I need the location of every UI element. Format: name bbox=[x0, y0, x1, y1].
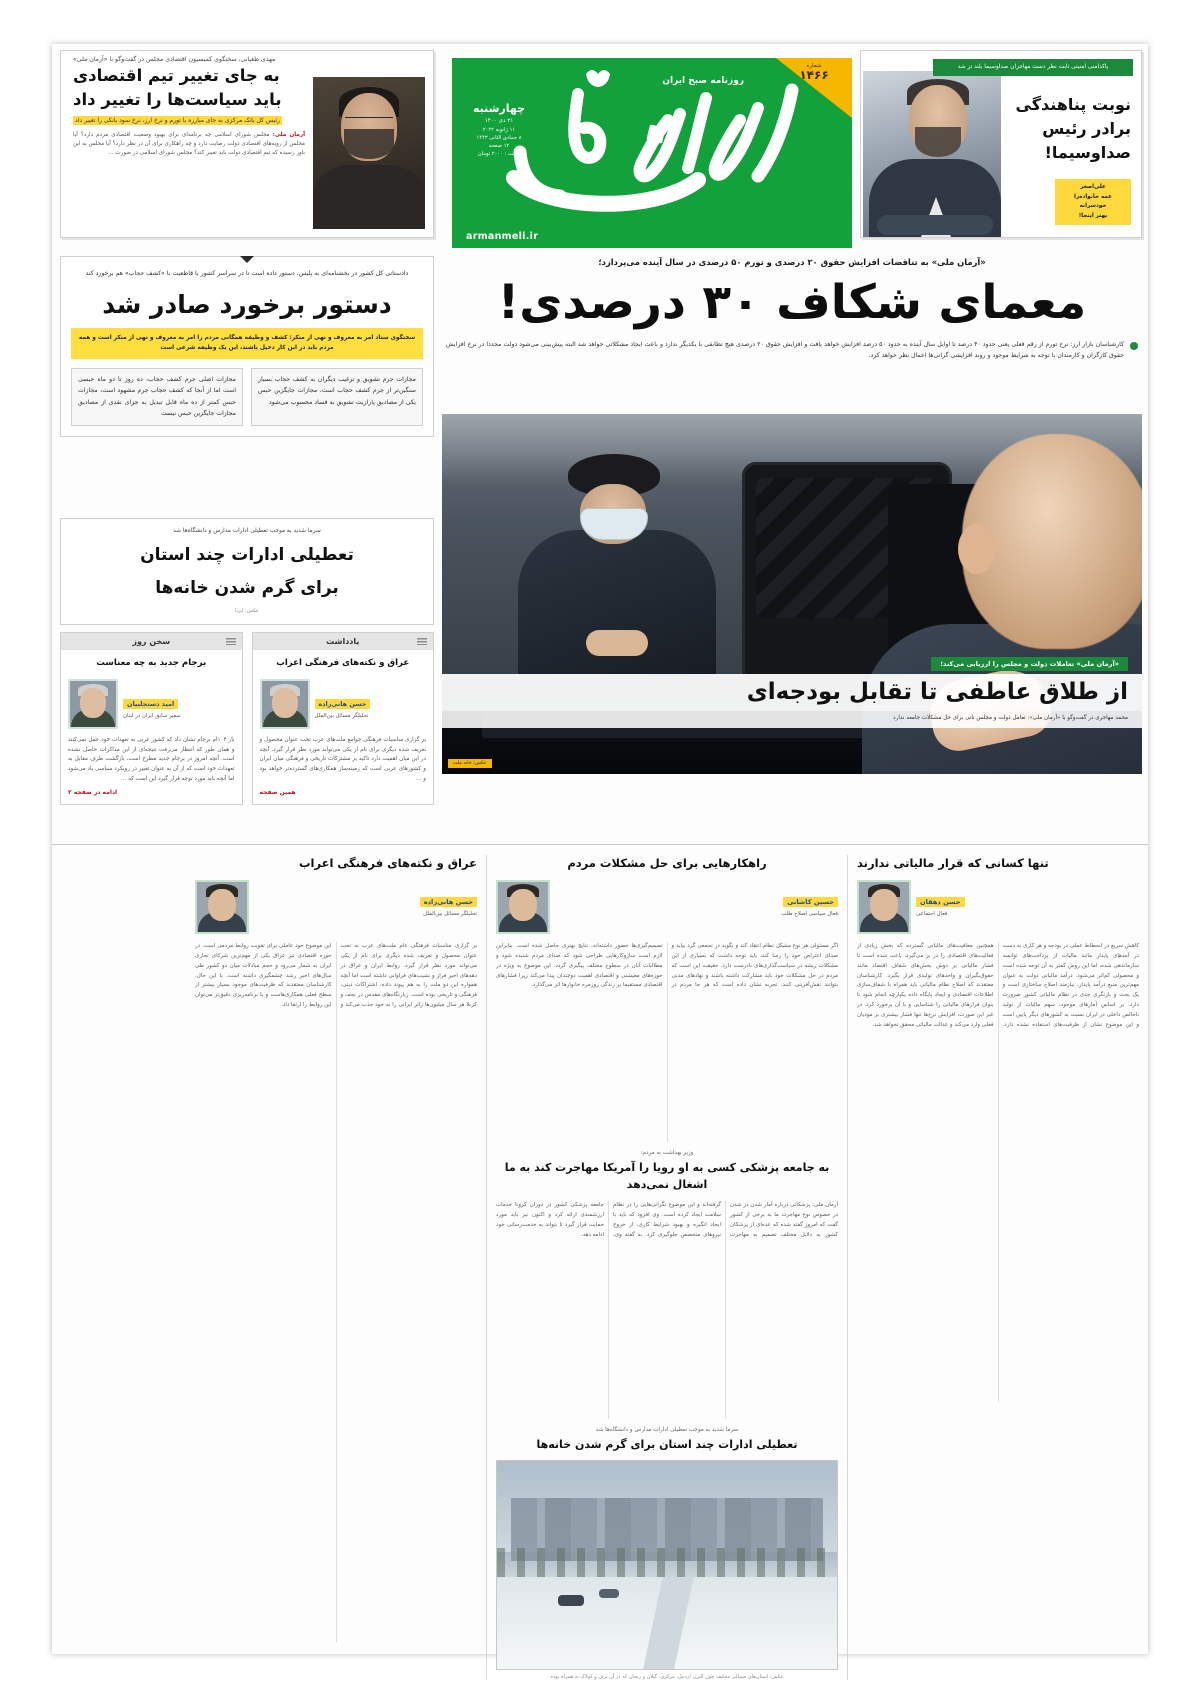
issue-number: ۱۴۶۶ bbox=[799, 68, 829, 83]
opinion-box-sokhan-rooz[interactable] bbox=[60, 632, 243, 805]
opinion-headline[interactable]: عراق و نکته‌های فرهنگی اعراب bbox=[276, 658, 410, 668]
third-story-headline-2[interactable]: برای گرم شدن خانه‌ها bbox=[155, 577, 339, 598]
lower-left-author-role: فعال اجتماعی bbox=[916, 911, 948, 918]
yellow-line-1: علی‌اصغر bbox=[1080, 184, 1106, 190]
photo-credit: عکس: خانه ملت bbox=[448, 759, 492, 768]
second-story-cell-left: مجازات جرم تشویق و ترغیب دیگران به کشف حجاب بسیار سنگین‌تر از جرم کشف حجاب است، مجازات جایگزین حبس یکی از مصادیق پارازیت تشویق به فساد محسوب می‌شود bbox=[251, 368, 423, 426]
third-story-kicker: سرما شدید به موجب تعطیلی ادارات مدارس و دانشگاه‌ها شد bbox=[173, 528, 321, 534]
lower-right-author-meta bbox=[254, 880, 477, 934]
opinion-author-role: سفیر سابق ایران در لبنان bbox=[123, 712, 181, 719]
yellow-line-2: عمه خانواده‌را bbox=[1074, 193, 1112, 200]
opinion-author-block bbox=[68, 679, 235, 729]
masthead-slogan: روزنامه صبح ایران bbox=[662, 76, 744, 86]
main-photo[interactable] bbox=[442, 414, 1142, 774]
snow-photo bbox=[496, 1460, 838, 1670]
bullet-dot-icon bbox=[1130, 342, 1138, 350]
lead-bullets bbox=[442, 339, 1142, 362]
lower-right-author-name: حسن هانی‌زاده bbox=[420, 897, 477, 907]
top-left-body-text: مجلس شورای اسلامی چه برنامه‌ای برای بهبود وضعیت اقتصادی مردم دارد؟ آیا مجلس از رویه‌های اقتصادی دولت رضایت دارد و چه راهکاری برای آن در نظر دارد؟ آیا مجلس به این باور رسیده که تیم اقتصادی دولت باید تغییر کند؟ مجلس شورای اسلامی در صورت ... bbox=[73, 131, 305, 157]
opinion-author-name: حسن هانی‌زاده bbox=[315, 699, 371, 709]
opinion-author-avatar bbox=[68, 679, 118, 729]
third-story-source: عکس: ایرنا bbox=[235, 607, 259, 614]
top-left-eyebrow: مهدی طغیانی، سخنگوی کمیسیون اقتصادی مجلس در گفت‌وگو با «آرمان ملی» bbox=[73, 56, 276, 63]
opinion-boxes bbox=[60, 632, 434, 805]
opinion-box-yaddasht[interactable] bbox=[252, 632, 435, 805]
bottom-story-headline[interactable]: تعطیلی ادارات چند استان برای گرم شدن خانه‌ها bbox=[536, 1438, 798, 1452]
masthead-date-hijri: ۸ جمادی الثانی ۱۴۴۳ bbox=[476, 134, 522, 141]
third-story-headline-1[interactable]: تعطیلی ادارات چند استان bbox=[140, 545, 354, 566]
opinion-author-avatar bbox=[260, 679, 310, 729]
opinion-body: بار ۱۰۴ام برجام نشان داد که کشور غربی به تعهدات خود عمل نمی‌کنند و همان طور که انتظار می‌رفت نتیجه‌ای از این مذاکرات حاصل نشده است. آنچه امروز در برجام جدید مطرح است، بازگشت طرف مقابل به تعهدات خود است که از آن به عنوان تغییر در رویکرد سیاسی یاد می‌شود اما آنچه باید مورد توجه قرار گیرد این است که ... bbox=[68, 736, 235, 782]
issue-number-block bbox=[784, 63, 844, 83]
lower-right-author-avatar bbox=[195, 880, 249, 934]
top-left-body bbox=[73, 131, 305, 159]
lower-mid-author-meta bbox=[555, 880, 838, 934]
top-right-yellow-box bbox=[1055, 179, 1131, 225]
lower-col-right bbox=[186, 855, 486, 1680]
top-right-headline-1: نوبت پناهندگی bbox=[1015, 95, 1131, 114]
issue-label: شماره bbox=[806, 63, 822, 69]
second-story-kicker: دادستانی کل کشور در بخشنامه‌ای به پلیس، دستور داده است تا در سراسر کشور با قاطعیت با «کشف حجاب» هم برخورد کند bbox=[85, 270, 409, 277]
lower-left-author-avatar bbox=[857, 880, 911, 934]
second-story-headline[interactable]: دستور برخورد صادر شد bbox=[102, 289, 392, 319]
top-left-subhead: رئیس کل بانک مرکزی به جای مبارزه با تورم و نرخ ارز، نرخ سود بانکی را تغییر داد bbox=[75, 117, 280, 125]
second-story-highlight: سخنگوی ستاد امر به معروف و نهی از منکر: کشف و وظیفه همگانی مردم را امر به معروف و نهی از منکر است و همه مردم باید در این کار دخیل باشند، این یک وظیفه شرعی است bbox=[71, 328, 423, 359]
masthead-website[interactable]: armanmeli.ir bbox=[466, 231, 539, 242]
masthead-weekday: چهارشنبه bbox=[472, 102, 526, 115]
opinion-tab-label: یادداشت bbox=[253, 633, 434, 650]
newspaper-sheet bbox=[52, 44, 1148, 1680]
top-right-headline-2: برادر رئیس bbox=[1042, 119, 1131, 138]
masthead-pages: ۱۲ صفحه bbox=[488, 142, 510, 149]
mid-story-body: آرمان ملی: پزشکانی درباره آمار شدن در شدن در خصوص نوع مهاجرت ما به برخی از کشور گفت که امروز گفته شده که عده‌ای از پزشکان کشور به دلایل مختلف تصمیم به مهاجرت گرفته‌اند و این موضوع نگرانی‌هایی را در نظام سلامت ایجاد کرده است. وی افزود که باید با ایجاد انگیزه و بهبود شرایط کاری، از خروج نیروهای متخصص جلوگیری کرد. به گفته وی، جامعه پزشکی کشور در دوران کرونا خدمات ارزشمندی ارائه کرد و اکنون نیز باید مورد حمایت قرار گیرد تا بتواند به خدمت‌رسانی خود ادامه دهد. bbox=[496, 1202, 838, 1238]
photo-headline[interactable]: از طلاق عاطفی تا تقابل بودجه‌ای bbox=[442, 674, 1142, 711]
lower-left-body: کاهش سریع در انحطاط عملی در بودجه و هر کاری به دست در آمدهای پایدار مانند مالیات از پرداخت‌های توانمند سازماندهی شده، اما این روش کمتر به آن توجه شده است و محصولی کم‌اثر می‌شود. درآمد مالیاتی دولت به عنوان مهم‌ترین منبع درآمد پایدار، نیازمند اصلاح ساختاری است و یک بحث و بازنگری جدی در نظام مالیاتی کشور ضرورت دارد. بر اساس آمارهای موجود، سهم مالیات از تولید ناخالص داخلی در ایران نسبت به کشورهای دیگر پایین است و این موضوع نشان از ظرفیت‌های استفاده نشده دارد. همچنین معافیت‌های مالیاتی گسترده که بخش زیادی از فعالیت‌های اقتصادی را در بر می‌گیرد، باعث شده است تا فشار مالیاتی بر دوش بخش‌های شفاف اقتصاد مانند حقوق‌بگیران و واحدهای تولیدی قرار بگیرد. کارشناسان معتقدند که اصلاح نظام مالیاتی باید همراه با شفاف‌سازی اطلاعات اقتصادی و ایجاد پایگاه داده یکپارچه انجام شود تا بتوان فرارهای مالیاتی را شناسایی و با آن برخورد کرد. در غیر این صورت، افزایش نرخ‌ها تنها فشار بیشتری بر مودیان فعلی وارد می‌کند و عدالت مالیاتی محقق نخواهد شد. bbox=[857, 943, 1139, 1028]
opinion-author-meta bbox=[123, 679, 235, 719]
section-divider bbox=[52, 844, 1148, 845]
opinion-tab-label: سخن روز bbox=[61, 633, 242, 650]
third-story[interactable] bbox=[60, 518, 434, 625]
triangle-marker-icon bbox=[240, 256, 254, 263]
yellow-line-3: خودسرانه bbox=[1079, 203, 1107, 209]
lead-bullet-text: کارشناسان بازار ارز: نرخ تورم از رقم فعلی یعنی حدود ۴۰ درصد تا اوایل سال آینده به حدود ۵۰ درصد افزایش خواهد یافت و افزایش حقوق ۲۰ درصدی هیچ تطابقی با یکدیگر ندارد و باعث ایجاد مشکلاتی خواهد شد البته پیش‌بینی می‌شود دولت مجددا در نرخ افزایش حقوق کارگران و کارمندان با توجه به شرایط موجود و روند افزایشی گرانی‌ها اعمال نظر خواهد کرد. bbox=[446, 340, 1125, 360]
top-right-green-kicker: پاکدامنی امنیتی ثابت نظر دست مهاجران صداوسیما بلند تر شد bbox=[933, 59, 1133, 76]
masthead-date bbox=[460, 100, 538, 158]
mid-story-kicker: وزیر بهداشت به مردم: bbox=[640, 1150, 694, 1157]
top-left-story[interactable] bbox=[60, 50, 434, 238]
lower-right-author-block bbox=[195, 880, 477, 934]
source-tag: آرمان ملی: bbox=[272, 131, 305, 138]
top-left-photo bbox=[313, 77, 425, 229]
second-story[interactable] bbox=[60, 256, 434, 437]
lower-mid-author-block bbox=[496, 880, 838, 934]
lower-mid-author-name: حسین کاشانی bbox=[783, 897, 838, 907]
top-left-text bbox=[73, 55, 305, 158]
opinion-author-meta bbox=[315, 679, 427, 719]
top-right-headline-3: صداوسیما! bbox=[1044, 143, 1131, 162]
opinion-continue-link[interactable]: ادامه در صفحه ۲ bbox=[68, 788, 118, 796]
lower-mid-author-avatar bbox=[496, 880, 550, 934]
lower-left-author-name: حسن دهقان bbox=[916, 897, 965, 907]
lower-left-author-block bbox=[857, 880, 1139, 934]
opinion-continue-link[interactable]: همین صفحه bbox=[259, 788, 296, 796]
top-right-headline[interactable] bbox=[981, 93, 1131, 165]
column-divider bbox=[486, 855, 487, 1680]
second-story-cell-right: مجازات اصلی جرم کشف حجاب، ده روز تا دو ماه حبسی است اما از آنجا که کشف حجاب جرم مشهود است، مجازات حبس کمتر از ده ماه قابل تبدیل به جزای نقدی از مصادیق مجازات جایگزین حبس نیست bbox=[71, 368, 243, 426]
lower-section bbox=[52, 844, 1148, 1680]
lower-right-body: بر گزاری مناسبات فرهنگی عام ملت‌های عرب نه تحت عنوان محصول و تعریف شده دیگری برای نام از یکی می‌تواند مورد نظر قرار گیرد. روابط ایران و عراق در دهه‌های اخیر فراز و نشیب‌های فراوانی داشته است اما آنچه همواره این دو ملت را به هم پیوند داده، اشتراکات دینی، فرهنگی و تاریخی بوده است. زیارتگاه‌های مقدس در نجف و کربلا هر سال میلیون‌ها زائر ایرانی را به خود جذب می‌کند و این موضوع خود عاملی برای تقویت روابط مردمی است. در حوزه اقتصادی نیز عراق یکی از مهم‌ترین شرکای تجاری ایران به شمار می‌رود و حجم مبادلات میان دو کشور طی سال‌های اخیر رشد چشمگیری داشته است. با این حال، کارشناسان معتقدند که ظرفیت‌های موجود بسیار بیشتر از سطح فعلی همکاری‌هاست و با برنامه‌ریزی دقیق‌تر می‌توان این روابط را ارتقا داد. bbox=[195, 943, 477, 1008]
lower-left-author-meta bbox=[916, 880, 1139, 934]
photo-subhead: محمد مهاجری در گفت‌وگو با «آرمان ملی»: تعامل دولت و مجلس نانی برای حل مشکلات جامعه ندارد bbox=[442, 711, 1142, 729]
masthead-date-gregorian: ۱۱ ژانویه ۲۰۲۲ bbox=[482, 126, 516, 133]
opinion-body: بر گزاری مناسبات فرهنگی جوامع ملت‌های عرب تحت عنوان محصول و تعریف شده دیگری برای نام از یکی می‌تواند مورد نظر قرار گیرد. آنچه در این میان اهمیت دارد تاکید بر مشترکات تاریخی و فرهنگی میان ایران و کشورهای عربی است که زمینه‌ساز همکاری‌های گسترده‌تر خواهد بود و ... bbox=[259, 736, 426, 782]
masthead-price: قیمت : ۲۰۰۰ تومان bbox=[477, 150, 521, 157]
lead-kicker: «آرمان ملی» به تناقضات افزایش حقوق ۲۰ درصدی و تورم ۵۰ درصدی در سال آینده می‌پردازد؛ bbox=[598, 257, 986, 267]
lower-left-headline[interactable]: تنها کسانی که قرار مالیاتی ندارند bbox=[857, 856, 1049, 870]
yellow-line-4: بهتر اینجا! bbox=[1078, 212, 1108, 219]
masthead bbox=[452, 58, 852, 248]
second-story-cells bbox=[71, 368, 423, 426]
lower-col-left bbox=[848, 855, 1148, 1680]
lead-story[interactable] bbox=[442, 256, 1142, 362]
opinion-author-name: امید دستجلبیان bbox=[123, 699, 178, 709]
opinion-headline[interactable]: برجام جدید به چه معناست bbox=[96, 658, 207, 668]
lower-mid-headline[interactable]: راهکارهایی برای حل مشکلات مردم bbox=[567, 856, 767, 870]
top-left-headline-1[interactable]: به جای تغییر تیم اقتصادی bbox=[73, 66, 280, 86]
lower-mid-author-role: فعال سیاسی اصلاح طلب bbox=[781, 911, 838, 918]
lower-right-headline[interactable]: عراق و نکته‌های فرهنگی اعراب bbox=[298, 856, 477, 870]
snow-photo-caption: عکس: استان‌های شمالی مختلف چون البرز، اردبیل، مرکزی، گیلان و زنجان که در آن برف و کولاک به همراه بوده bbox=[550, 1673, 784, 1680]
column-divider bbox=[847, 855, 848, 1680]
top-right-story[interactable] bbox=[860, 50, 1142, 238]
top-left-headline-2[interactable]: باید سیاست‌ها را تغییر داد bbox=[73, 90, 282, 110]
opinion-author-role: تحلیلگر مسائل بین‌الملل bbox=[314, 712, 369, 719]
top-row bbox=[52, 44, 1148, 244]
lower-right-author-role: تحلیلگر مسائل بین‌الملل bbox=[423, 911, 477, 918]
photo-green-kicker: «آرمان ملی» تعاملات دولت و مجلس را ارزیابی می‌کند؛ bbox=[931, 657, 1128, 671]
lower-columns bbox=[52, 855, 1148, 1680]
bottom-story-kicker: سرما شدید به موجب تعطیلی ادارات مدارس و دانشگاه‌ها شد bbox=[595, 1427, 739, 1434]
lower-col-mid bbox=[487, 855, 847, 1680]
opinion-author-block bbox=[260, 679, 427, 729]
lower-mid-body: اگر مسئولی هر نوع مشکل نظام انتقاد کند و بگوید در تجمعی گرد بیاید و صدای اعتراض خود را رسا کند، باید توجه داشت که بسیاری از این مشکلات ریشه در سیاست‌گذاری‌های نادرست دارد. حقیقت این است که مردم در حل مشکلات خود باید مشارکت داشته باشند و نهادهای مدنی بتوانند نقش‌آفرینی کنند. تجربه نشان داده است که هر جا مردم در تصمیم‌گیری‌ها حضور داشته‌اند، نتایج بهتری حاصل شده است. بنابراین لازم است سازوکارهایی طراحی شود که صدای مردم شنیده شود و مطالبات آنان در سطوح مختلف پیگیری گردد. این موضوع به ویژه در حوزه‌های معیشتی و اقتصادی اهمیت دوچندان پیدا می‌کند زیرا فشارهای اقتصادی مستقیما بر زندگی روزمره خانوارها اثر می‌گذارد. bbox=[496, 943, 838, 989]
lead-headline[interactable]: معمای شکاف ۳۰ درصدی! bbox=[497, 275, 1087, 331]
photo-overlay bbox=[442, 651, 1142, 729]
masthead-date-jalali: ۲۱ دی ۱۴۰۰ bbox=[484, 118, 514, 125]
mid-story-headline[interactable]: به جامعه پزشکی کسی به او رویا را آمریکا مهاجرت کند به ما اشغال نمی‌دهد bbox=[504, 1161, 830, 1191]
